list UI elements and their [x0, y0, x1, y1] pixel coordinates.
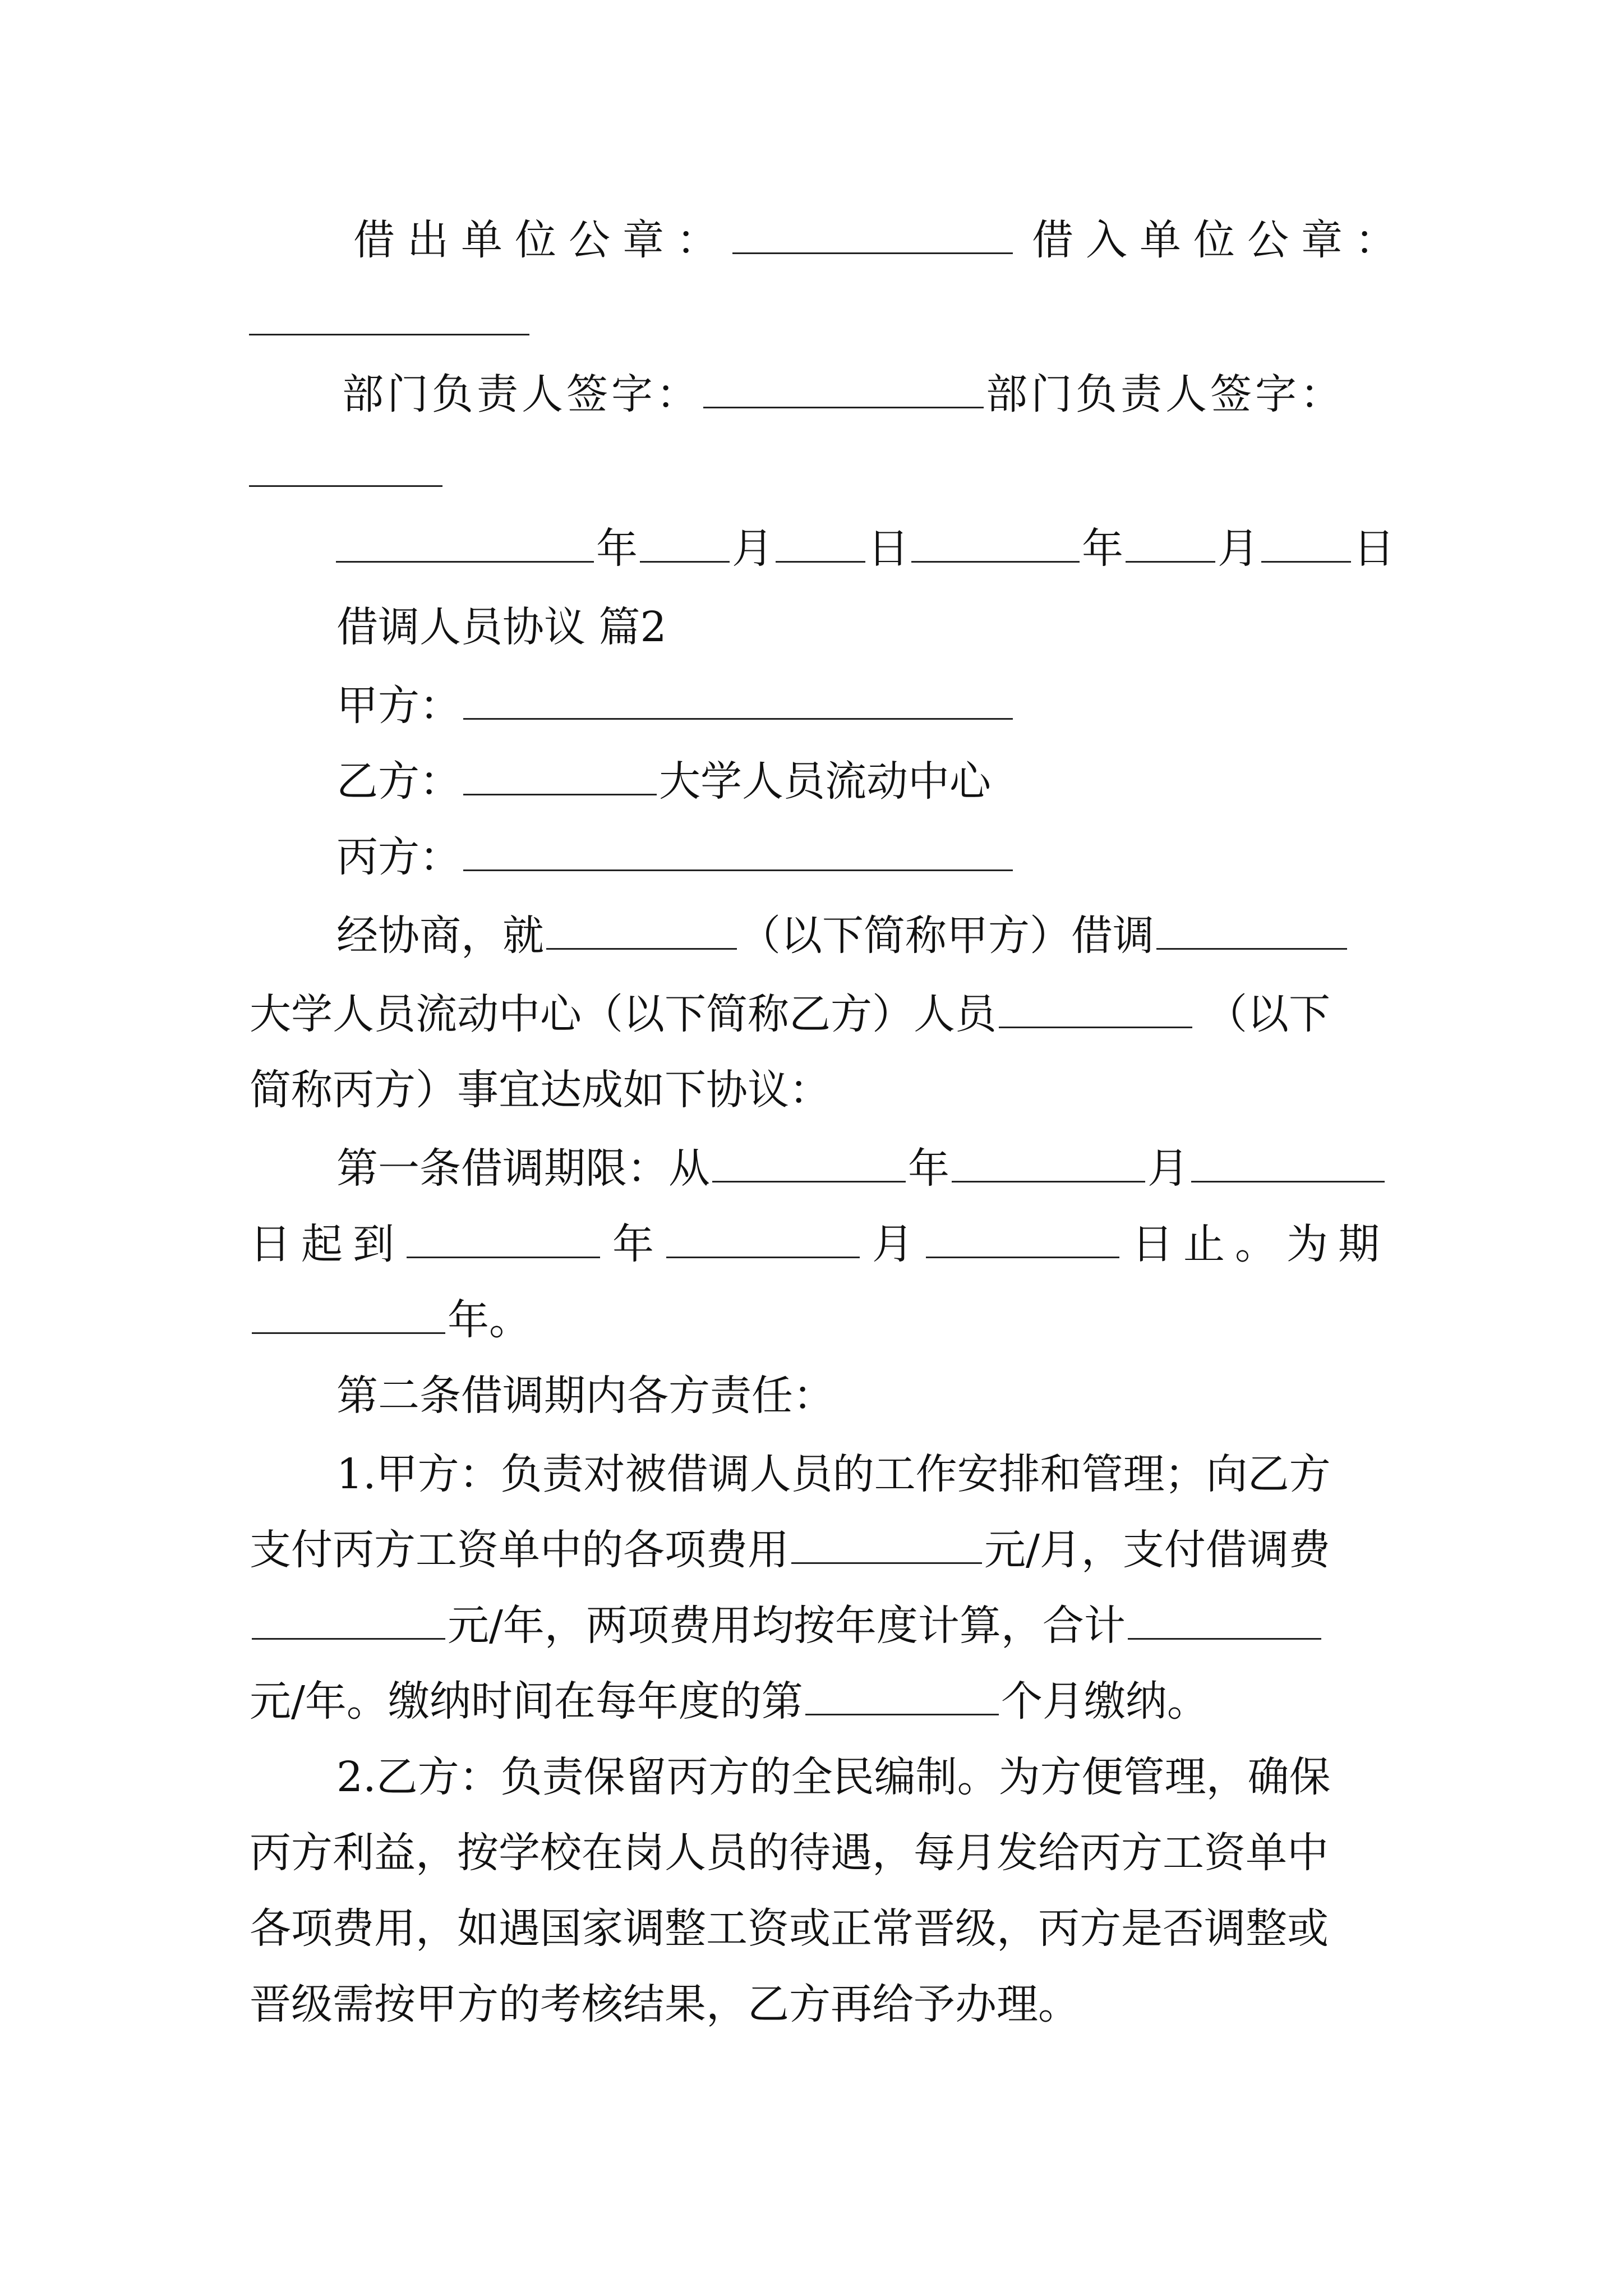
date-year-2: 年 [1082, 524, 1123, 573]
party-c-label: 丙方： [336, 833, 461, 881]
art1-c: 月 [1147, 1144, 1189, 1193]
intro-blank-1 [546, 911, 737, 950]
borrower-head-blank [249, 448, 442, 487]
item2-l2: 丙方利益，按学校在岗人员的待遇，每月发给丙方工资单中 [250, 1829, 1329, 1877]
item1-l4b: 个月缴纳。 [1000, 1677, 1209, 1726]
item2-line-4 [250, 1977, 1382, 2031]
intro-blank-3 [999, 990, 1192, 1028]
date-year-blank-2 [911, 524, 1080, 563]
party-c-blank [463, 832, 1013, 871]
date-line [334, 522, 1467, 576]
intro-line-3 [250, 1063, 1382, 1117]
item1-line-4 [250, 1674, 1382, 1728]
art1-blank-year-end [407, 1220, 600, 1258]
art1-line-2 [250, 1217, 1390, 1271]
item1-line-2 [250, 1523, 1382, 1577]
intro-p1: 经协商，就 [336, 912, 544, 960]
doc-title [336, 600, 1469, 654]
lender-seal-blank [732, 215, 1013, 254]
intro-p4: （以下 [1206, 990, 1330, 1038]
art1-blank-month-end [666, 1220, 860, 1258]
lender-head-label: 部门负责人签字： [342, 370, 701, 418]
date-year-blank-1 [336, 524, 594, 563]
party-b-name: 大学人员流动中心 [659, 757, 991, 806]
art2-title [336, 1369, 1469, 1423]
item1-line-3 [250, 1599, 1382, 1653]
art1-line-1 [336, 1142, 1469, 1195]
date-day-1: 日 [868, 524, 909, 573]
lender-head-blank [703, 370, 984, 408]
item2-l3: 各项费用，如遇国家调整工资或正常晋级，丙方是否调整或 [250, 1904, 1329, 1953]
seal-line [353, 213, 1409, 267]
art1-a: 第一条借调期限：从 [336, 1144, 710, 1193]
party-b-label: 乙方： [336, 757, 461, 806]
item2-line-1 [336, 1750, 1469, 1804]
item1-l4a: 元/年。缴纳时间在每年度的第 [250, 1677, 803, 1726]
item2-l1: 2.乙方：负责保留丙方的全民编制。为方便管理，确保 [336, 1753, 1331, 1801]
intro-line-1 [336, 909, 1382, 963]
item1-l2b: 元/月，支付借调费 [984, 1526, 1330, 1574]
title-text: 借调人员协议 篇2 [336, 603, 667, 651]
intro-p2: （以下简称甲方）借调 [739, 912, 1154, 960]
item1-blank-yearly-fee [252, 1601, 445, 1640]
intro-blank-2 [1156, 911, 1347, 950]
party-c-line [336, 830, 1469, 884]
head-sign-line-cont [247, 446, 1380, 500]
party-a-label: 甲方： [336, 682, 461, 730]
item1-l3a: 元/年，两项费用均按年度计算，合计 [448, 1602, 1126, 1650]
art1-line-3 [250, 1293, 1382, 1347]
art1-g: 日止。为期 [1132, 1220, 1390, 1268]
date-month-1: 月 [732, 524, 773, 573]
art1-blank-day-end [926, 1220, 1119, 1258]
item1-blank-month [805, 1677, 999, 1715]
art1-blank-duration [252, 1295, 445, 1334]
item1-line-1 [336, 1447, 1469, 1501]
lender-seal-label: 借出单位公章： [353, 216, 730, 264]
borrower-head-label: 部门负责人签字： [986, 370, 1345, 418]
item2-l4: 晋级需按甲方的考核结果，乙方再给予办理。 [250, 1980, 1080, 2028]
item1-l1: 1.甲方：负责对被借调人员的工作安排和管理；向乙方 [336, 1450, 1331, 1498]
date-year-1: 年 [596, 524, 638, 573]
art1-h: 年。 [448, 1296, 531, 1344]
date-month-2: 月 [1218, 524, 1259, 573]
date-month-blank-2 [1126, 524, 1215, 563]
date-month-blank-1 [640, 524, 730, 563]
intro-line-2 [250, 987, 1382, 1041]
party-b-line [336, 754, 1469, 808]
date-day-blank-2 [1261, 524, 1351, 563]
party-a-line [336, 679, 1469, 733]
item1-blank-monthly-fee [791, 1525, 982, 1564]
art2-title-text: 第二条借调期内各方责任： [336, 1372, 834, 1420]
art1-blank-day-start [1191, 1144, 1385, 1182]
head-sign-line [342, 367, 1380, 421]
borrower-seal-label: 借入单位公章： [1032, 216, 1409, 264]
art1-e: 年 [612, 1220, 654, 1268]
party-a-blank [463, 681, 1013, 720]
item1-l2a: 支付丙方工资单中的各项费用 [250, 1526, 789, 1574]
art1-b: 年 [908, 1144, 949, 1193]
date-day-2: 日 [1353, 524, 1395, 573]
party-b-blank [463, 757, 657, 795]
art1-d: 日起到 [250, 1220, 404, 1268]
intro-p3: 大学人员流动中心（以下简称乙方）人员 [250, 990, 997, 1038]
art1-f: 月 [872, 1220, 914, 1268]
art1-blank-year-start [712, 1144, 906, 1182]
borrower-seal-blank [249, 297, 529, 335]
intro-p5: 简称丙方）事宜达成如下协议： [250, 1066, 831, 1114]
seal-line-cont [247, 295, 1380, 348]
date-day-blank-1 [776, 524, 865, 563]
item2-line-2 [250, 1826, 1382, 1880]
item1-blank-total [1128, 1601, 1321, 1640]
art1-blank-month-start [952, 1144, 1145, 1182]
item2-line-3 [250, 1902, 1382, 1955]
